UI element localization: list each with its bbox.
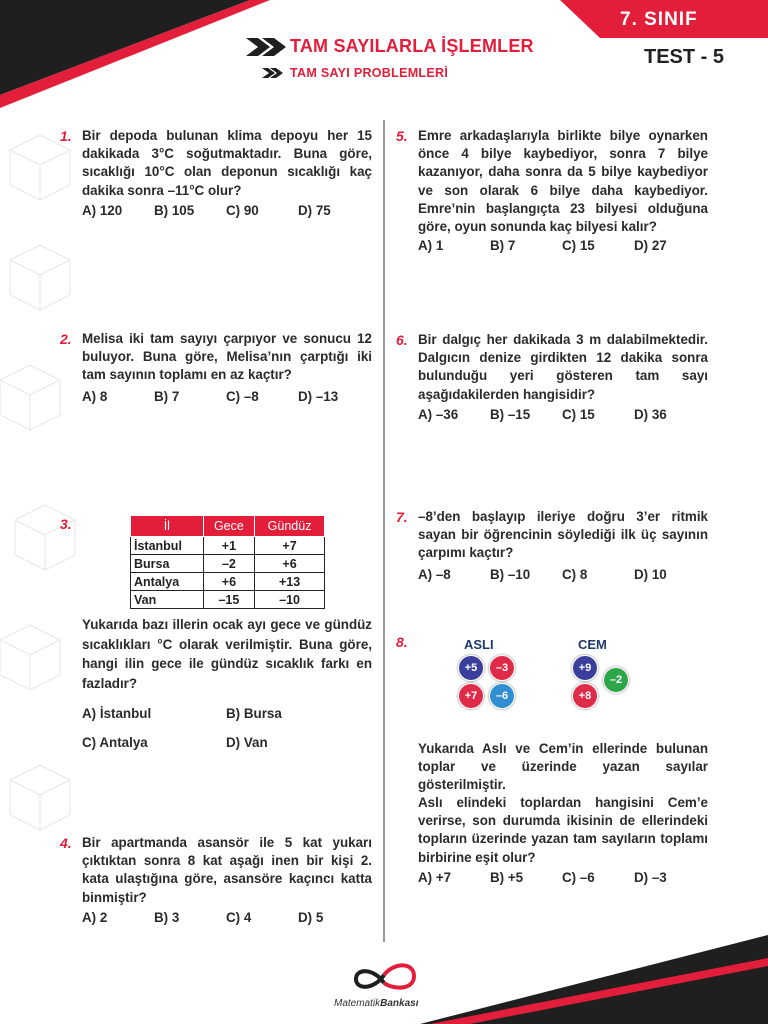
table-cell: Antalya [131,573,204,591]
temperature-table [130,515,325,609]
option-a[interactable]: A) –36 [418,407,459,422]
ball-icon[interactable]: +5 [458,655,484,681]
option-a[interactable]: A) +7 [418,870,452,885]
table-cell: +6 [203,573,254,591]
option-b[interactable]: B) 3 [154,910,180,925]
option-d[interactable]: D) 10 [634,567,667,582]
column-header: Gündüz [255,516,325,537]
question-4 [60,834,372,925]
page-title: TAM SAYILARLA İŞLEMLER [290,36,534,56]
table-row [131,591,325,609]
question-5 [396,127,708,253]
question-number: 5. [396,128,408,144]
table-cell: +6 [255,555,325,573]
option-d[interactable]: D) 5 [298,910,324,925]
question-number: 2. [60,331,72,347]
option-d[interactable]: D) –3 [634,870,667,885]
table-row [131,573,325,591]
option-b[interactable]: B) 7 [154,389,180,404]
grade-label: 7. SINIF [620,9,698,30]
ball-icon[interactable]: –6 [489,683,515,709]
question-number: 1. [60,128,72,144]
option-b[interactable]: B) –10 [490,567,531,582]
brand-name-part1: Matematik [334,998,381,1009]
question-6 [396,331,708,422]
question-text: Emre arkadaşlarıyla birlikte bilye oynarken önce 4 bilye kaybediyor, sonra 7 bilye kazanıyor, daha sonra da 5 bilye kaybediyor ve son olarak 6 bilye daha kaybediyor. Emre’nin başlangıçta 23 bilyesi olduğuna göre, oyun sonunda kaç bilyesi kalır? [418,128,708,235]
option-c[interactable]: C) Antalya [82,735,148,750]
question-3 [60,515,372,755]
option-a[interactable]: A) –8 [418,567,451,582]
option-d[interactable]: D) –13 [298,389,339,404]
person-name-asli: ASLI [464,637,494,652]
ball-icon[interactable]: +9 [572,655,598,681]
option-c[interactable]: C) 15 [562,407,595,422]
question-text: Bir apartmanda asansör ile 5 kat yukarı çıktıktan sonra 8 kat aşağı inen bir kişi 2. kata ulaştığına göre, asansöre kaçıncı katta binmiştir? [82,835,372,905]
question-number: 4. [60,835,72,851]
question-text: Melisa iki tam sayıyı çarpıyor ve sonucu 12 buluyor. Buna göre, Melisa’nın çarptığı iki tam sayının toplamı en az kaçtır? [82,331,372,383]
question-2 [60,330,372,404]
column-header: İl [131,516,204,537]
test-number: TEST - 5 [644,46,725,68]
option-b[interactable]: B) 7 [490,238,516,253]
table-cell: –10 [255,591,325,609]
table-row [131,537,325,555]
question-text: Yukarıda Aslı ve Cem’in ellerinde bulunan toplar ve üzerinde yazan sayılar gösterilmiştir. [418,741,708,793]
option-a[interactable]: A) 120 [82,203,123,218]
question-number: 7. [396,509,408,525]
option-d[interactable]: D) 27 [634,238,667,253]
table-cell: +1 [203,537,254,555]
option-d[interactable]: D) Van [226,735,268,750]
table-cell: İstanbul [131,537,204,555]
question-1 [60,127,372,218]
question-number: 3. [60,516,72,532]
table-header-row [131,516,325,537]
table-cell: Bursa [131,555,204,573]
column-header: Gece [203,516,254,537]
ball-icon[interactable]: +8 [572,683,598,709]
question-text: Bir dalgıç her dakikada 3 m dalabilmektedir. Dalgıcın denize girdikten 12 dakika sonra bulunduğu yeri gösteren tam sayı aşağıdakilerden hangisidir? [418,332,708,402]
option-d[interactable]: D) 75 [298,203,331,218]
table-cell: Van [131,591,204,609]
question-8 [396,633,708,893]
option-b[interactable]: B) –15 [490,407,531,422]
person-name-cem: CEM [578,637,607,652]
question-text: –8’den başlayıp ileriye doğru 3’er ritmik sayan bir öğrencinin söylediği ilk üç sayının çarpımı kaçtır? [418,509,708,561]
option-a[interactable]: A) 2 [82,910,108,925]
option-c[interactable]: C) 8 [562,567,588,582]
ball-icon[interactable]: +7 [458,683,484,709]
option-c[interactable]: C) –8 [226,389,259,404]
question-number: 8. [396,634,408,650]
option-b[interactable]: B) 105 [154,203,195,218]
ball-icon[interactable]: –2 [603,667,629,693]
question-text: Bir depoda bulunan klima depoyu her 15 dakikada 3°C soğutmaktadır. Buna göre, sıcaklığı 10°C olan deponun sıcaklığı kaç dakika sonra –11°C olur? [82,128,372,198]
table-cell: +13 [255,573,325,591]
option-d[interactable]: D) 36 [634,407,667,422]
option-c[interactable]: C) 4 [226,910,252,925]
question-7 [396,508,708,582]
table-cell: –15 [203,591,254,609]
option-b[interactable]: B) +5 [490,870,524,885]
option-c[interactable]: C) 15 [562,238,595,253]
option-b[interactable]: B) Bursa [226,706,282,721]
ball-icon[interactable]: –3 [489,655,515,681]
question-text-2: Aslı elindeki toplardan hangisini Cem’e verirse, son durumda ikisinin de ellerindeki topların üzerinde yazan tam sayıların toplamı birbirine eşit olur? [418,795,708,865]
question-number: 6. [396,332,408,348]
option-c[interactable]: C) –6 [562,870,595,885]
option-a[interactable]: A) 1 [418,238,444,253]
option-a[interactable]: A) 8 [82,389,108,404]
page-subtitle: TAM SAYI PROBLEMLERİ [290,66,449,80]
question-text: Yukarıda bazı illerin ocak ayı gece ve gündüz sıcaklıkları °C olarak verilmiştir. Buna göre, hangi ilin gece ile gündüz sıcaklık farkı en fazladır? [82,617,372,691]
brand-logo [334,998,418,1009]
option-a[interactable]: A) İstanbul [82,706,152,721]
table-row [131,555,325,573]
table-cell: +7 [255,537,325,555]
table-cell: –2 [203,555,254,573]
brand-name-part2: Bankası [380,998,419,1009]
option-c[interactable]: C) 90 [226,203,259,218]
